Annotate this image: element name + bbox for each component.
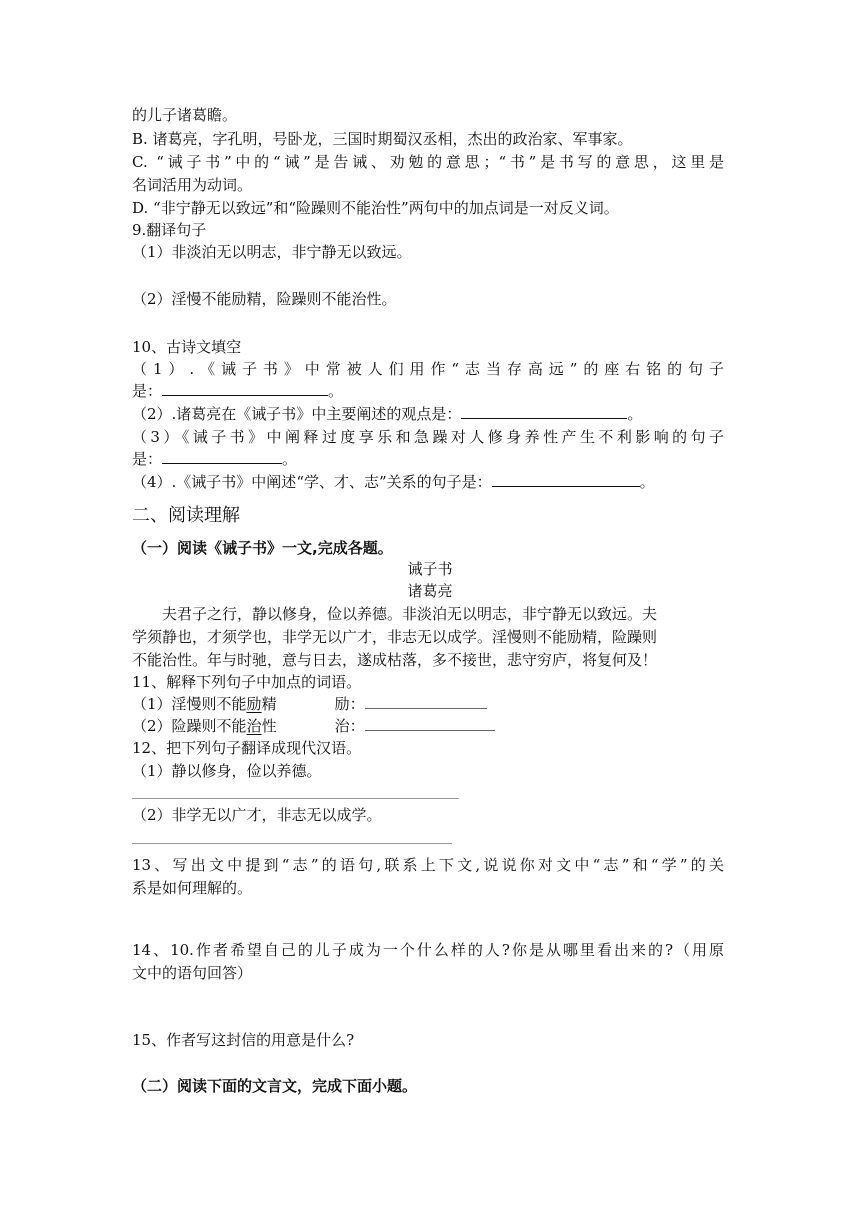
blank-line [162,381,328,396]
subsection-heading: （一）阅读《诫子书》一文,完成各题。 [132,539,393,557]
answer-line [132,843,452,844]
label: 是： [132,450,163,468]
period: 。 [627,405,643,423]
question-10-4 [132,471,655,493]
question-10: 10、古诗文填空 [132,338,242,356]
period: 。 [639,473,655,491]
question-10-1: （1）.《诫子书》中常被人们用作“志当存高远”的座右铭的句子 [132,360,724,378]
question-9-2: （2）淫慢不能励精，险躁则不能治性。 [132,290,397,308]
text: （1）淫慢则不能 [132,695,247,713]
passage-line: 学须静也，才须学也，非学无以广才，非志无以成学。淫慢则不能励精，险躁则 [132,628,658,646]
question-10-3: （3）《诫子书》中阐释过度享乐和急躁对人修身养性产生不利影响的句子 [132,428,724,446]
text-line: 名词活用为动词。 [132,176,253,194]
option-d: D. “非宁静无以致远”和“险躁则不能治性”两句中的加点词是一对反义词。 [132,199,619,217]
period: 。 [328,382,344,400]
option-b: B. 诸葛亮，字孔明，号卧龙，三国时期蜀汉丞相，杰出的政治家、军事家。 [132,130,633,148]
question-12: 12、把下列句子翻译成现代汉语。 [132,739,362,757]
question-9: 9.翻译句子 [132,221,207,239]
question-12-1: （1）静以修身，俭以养德。 [132,762,322,780]
answer-line [365,716,495,731]
subsection-heading: （二）阅读下面的文言文，完成下面小题。 [132,1077,418,1095]
period: 。 [282,450,298,468]
question-12-2: （2）非学无以广才，非志无以成学。 [132,806,382,824]
poem-title: 诫子书 [407,560,453,578]
passage-line: 夫君子之行，静以修身，俭以养德。非淡泊无以明志，非宁静无以致远。夫 [162,605,658,623]
passage-line: 不能治性。年与时驰，意与日去，遂成枯落，多不接世，悲守穷庐，将复何及！ [132,651,658,669]
question-13: 13、写出文中提到“志”的语句,联系上下文,说说你对文中“志”和“学”的关 [132,856,724,874]
label: （2）.诸葛亮在《诫子书》中主要阐述的观点是： [132,405,462,423]
dotted-word: 治 [246,717,262,735]
text-line: 的儿子诸葛瞻。 [132,106,238,124]
question-11: 11、解释下列句子中加点的词语。 [132,673,362,691]
dotted-word: 励 [246,695,262,713]
question-10-1-answer [132,380,343,402]
question-13-cont: 系是如何理解的。 [132,879,253,897]
question-15: 15、作者写这封信的用意是什么? [132,1031,355,1049]
blank-line [492,472,640,487]
label: 治： [334,717,365,735]
label: 励： [334,695,365,713]
blank-line [162,449,282,464]
blank-line [461,404,627,419]
poem-author: 诸葛亮 [407,582,453,600]
answer-line [132,798,459,799]
section-heading: 二、阅读理解 [132,505,240,526]
option-c: C. “诫子书”中的“诫”是告诫、劝勉的意思；“书”是书写的意思，这里是 [132,153,724,171]
text: 性 [261,717,277,735]
question-14: 14、10.作者希望自己的儿子成为一个什么样的人?你是从哪里看出来的?（用原 [132,941,724,959]
question-9-1: （1）非淡泊无以明志，非宁静无以致远。 [132,243,412,261]
question-11-1 [132,693,487,715]
question-14-cont: 文中的语句回答） [132,964,253,982]
label: 是： [132,382,163,400]
question-10-3-answer [132,448,297,470]
label: （4）.《诫子书》中阐述“学、才、志”关系的句子是： [132,473,492,491]
text: （2）险躁则不能 [132,717,247,735]
text: 精 [261,695,277,713]
answer-line [365,694,487,709]
question-10-2 [132,403,642,425]
question-11-2 [132,715,495,737]
